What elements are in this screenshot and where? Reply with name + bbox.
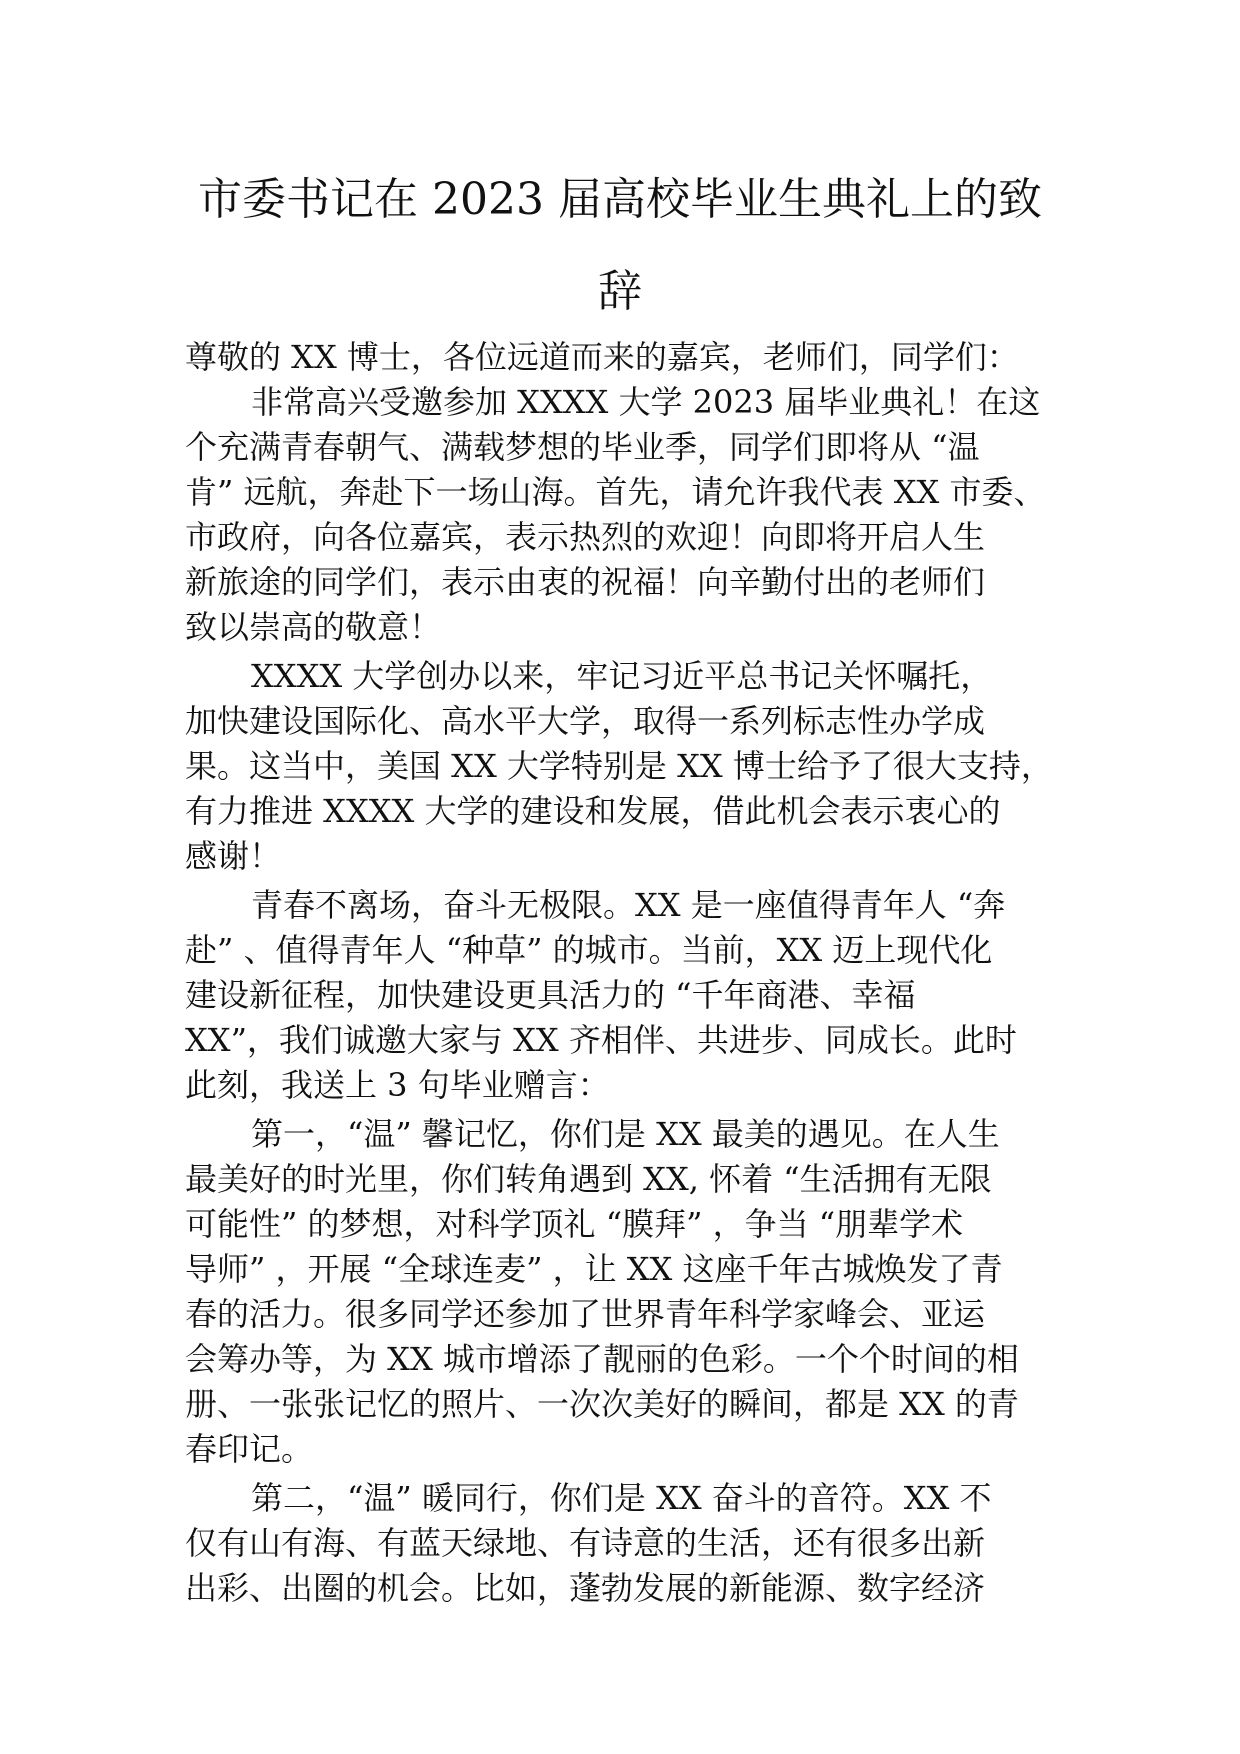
paragraph-line: 肯” 远航，奔赴下一场山海。首先，请允许我代表 XX 市委、 — [185, 473, 1046, 511]
paragraph-line: 非常高兴受邀参加 XXXX 大学 2023 届毕业典礼！在这 — [251, 383, 1041, 421]
paragraph-line: 最美好的时光里，你们转角遇到 XX, 怀着 “生活拥有无限 — [185, 1160, 992, 1198]
document-body — [185, 335, 1085, 1611]
paragraph-line: 市政府，向各位嘉宾，表示热烈的欢迎！向即将开启人生 — [185, 518, 986, 556]
paragraph-line: 果。这当中，美国 XX 大学特别是 XX 博士给予了很大支持， — [185, 747, 1053, 785]
paragraph-line: 春印记。 — [185, 1430, 314, 1468]
paragraph-line: 第一，“温” 馨记忆，你们是 XX 最美的遇见。在人生 — [251, 1115, 1000, 1153]
salutation-line: 尊敬的 XX 博士，各位远道而来的嘉宾，老师们，同学们： — [185, 338, 1019, 376]
document-title-line-2: 辞 — [598, 266, 642, 317]
document-title-line-1: 市委书记在 2023 届高校毕业生典礼上的致 — [198, 174, 1042, 225]
paragraph-line: 仅有山有海、有蓝天绿地、有诗意的生活，还有很多出新 — [185, 1524, 986, 1562]
paragraph-line: XXXX 大学创办以来，牢记习近平总书记关怀嘱托， — [251, 657, 993, 695]
paragraph-line: 青春不离场，奋斗无极限。XX 是一座值得青年人 “奔 — [251, 886, 1006, 924]
paragraph-line: 建设新征程，加快建设更具活力的 “千年商港、幸福 — [185, 976, 916, 1014]
paragraph-line: 导师” ，开展 “全球连麦” ，让 XX 这座千年古城焕发了青 — [185, 1250, 1003, 1288]
paragraph-line: 第二，“温” 暖同行，你们是 XX 奋斗的音符。XX 不 — [251, 1479, 992, 1517]
paragraph-line: XX”，我们诚邀大家与 XX 齐相伴、共进步、同成长。此时 — [185, 1021, 1017, 1059]
paragraph-line: 会筹办等，为 XX 城市增添了靓丽的色彩。一个个时间的相 — [185, 1340, 1019, 1378]
paragraph-line: 有力推进 XXXX 大学的建设和发展，借此机会表示衷心的 — [185, 792, 1001, 830]
paragraph-line: 此刻，我送上 3 句毕业赠言： — [185, 1066, 610, 1104]
paragraph-line: 感谢！ — [185, 837, 282, 875]
paragraph-line: 赴” 、值得青年人 “种草” 的城市。当前，XX 迈上现代化 — [185, 931, 993, 969]
paragraph-line: 出彩、出圈的机会。比如，蓬勃发展的新能源、数字经济 — [185, 1569, 986, 1607]
paragraph-line: 新旅途的同学们，表示由衷的祝福！向辛勤付出的老师们 — [185, 563, 986, 601]
paragraph-line: 可能性” 的梦想，对科学顶礼 “膜拜” ，争当 “朋辈学术 — [185, 1205, 964, 1243]
paragraph-line: 春的活力。很多同学还参加了世界青年科学家峰会、亚运 — [185, 1295, 986, 1333]
paragraph-line: 册、一张张记忆的照片、一次次美好的瞬间，都是 XX 的青 — [185, 1385, 1019, 1423]
paragraph-line: 致以崇高的敬意！ — [185, 608, 442, 646]
paragraph-line: 个充满青春朝气、满载梦想的毕业季，同学们即将从 “温 — [185, 428, 980, 466]
paragraph-line: 加快建设国际化、高水平大学，取得一系列标志性办学成 — [185, 702, 986, 740]
